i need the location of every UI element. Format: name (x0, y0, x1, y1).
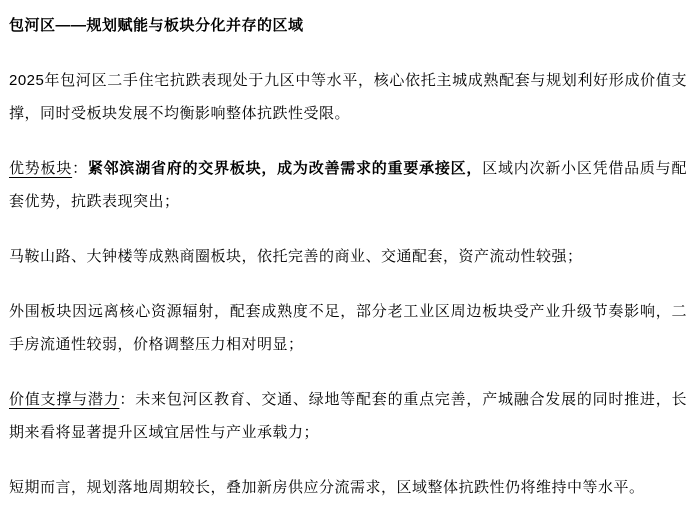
paragraph (9, 295, 687, 361)
text-segment-normal: 区域内次新小区凭借品质与配套优势，抗跌表现突出； (9, 160, 687, 210)
paragraph (9, 240, 687, 273)
text-segment-normal: ： (72, 160, 88, 177)
article-title: 包河区——规划赋能与板块分化并存的区域 (9, 17, 304, 34)
text-segment-bold: 紧邻滨湖省府的交界板块，成为改善需求的重要承接区， (87, 160, 483, 177)
paragraph (9, 383, 687, 449)
text-segment-normal: ：未来包河区教育、交通、绿地等配套的重点完善，产城融合发展的同时推进，长期来看将显著提升区域宜居性与产业承载力； (9, 391, 687, 441)
text-segment-normal: 短期而言，规划落地周期较长，叠加新房供应分流需求，区域整体抗跌性仍将维持中等水平。 (9, 479, 645, 496)
text-segment-normal: 马鞍山路、大钟楼等成熟商圈板块，依托完善的商业、交通配套，资产流动性较强； (9, 248, 583, 265)
text-segment-underline: 价值支撑与潜力 (9, 391, 120, 408)
text-segment-underline: 优势板块 (9, 160, 73, 177)
paragraph (9, 64, 687, 130)
text-segment-normal: 2025年包河区二手住宅抗跌表现处于九区中等水平，核心依托主城成熟配套与规划利好形成价值支撑，同时受板块发展不均衡影响整体抗跌性受限。 (9, 72, 687, 122)
article-body (9, 64, 687, 504)
paragraph (9, 152, 687, 218)
paragraph (9, 471, 687, 504)
text-segment-normal: 外围板块因远离核心资源辐射，配套成熟度不足，部分老工业区周边板块受产业升级节奏影响，二手房流通性较弱，价格调整压力相对明显； (9, 303, 687, 353)
